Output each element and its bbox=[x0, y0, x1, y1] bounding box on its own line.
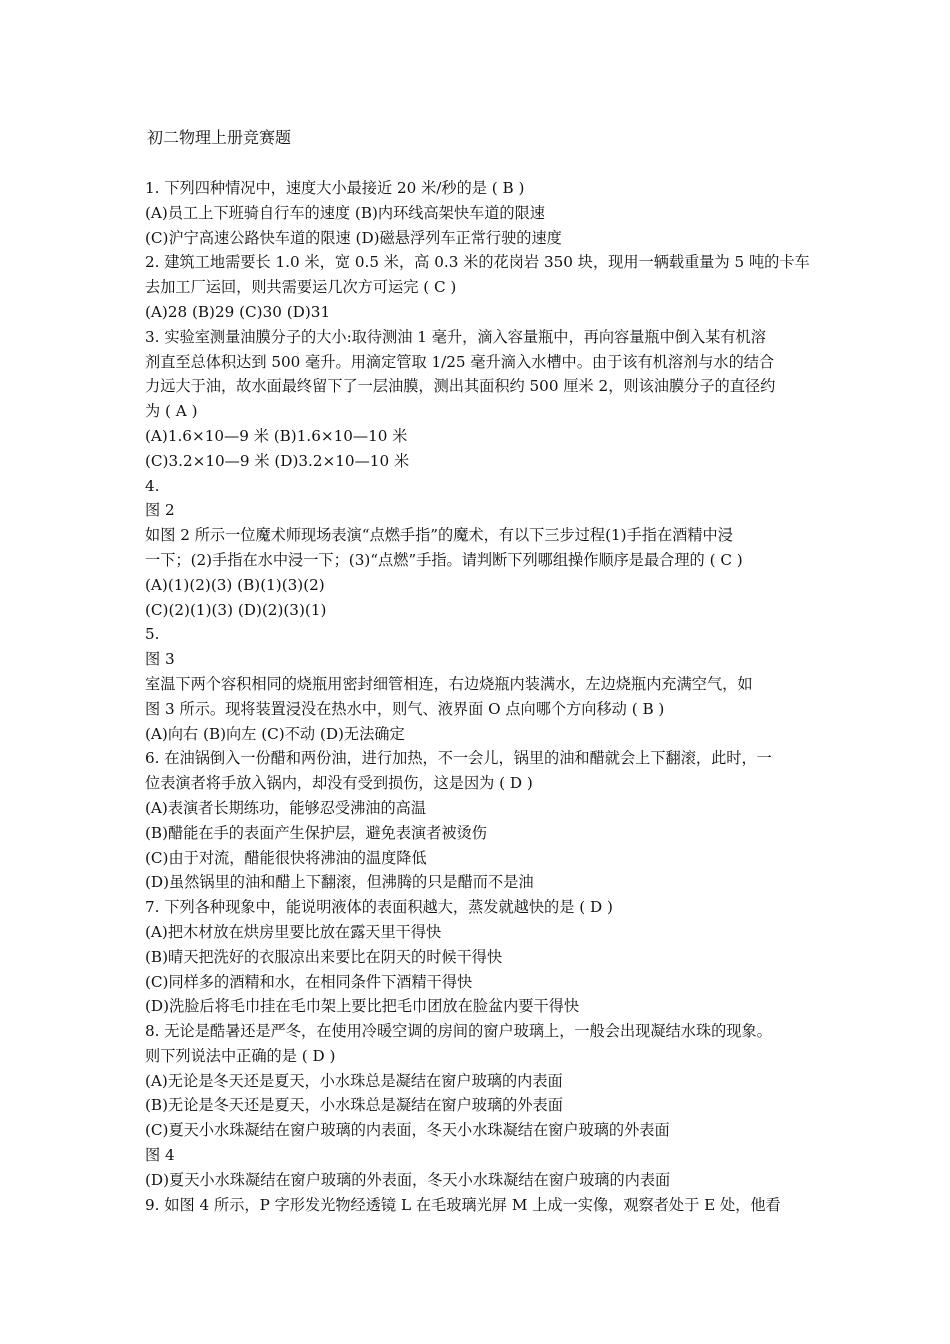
text-line: (C)沪宁高速公路快车道的限速 (D)磁悬浮列车正常行驶的速度 bbox=[145, 228, 562, 247]
text-line: 5. bbox=[145, 625, 160, 644]
text-line: (C)3.2×10—9 米 (D)3.2×10—10 米 bbox=[145, 451, 410, 470]
text-line: 一下；(2)手指在水中浸一下；(3)“点燃”手指。请判断下列哪组操作顺序是最合理的 ( C ) bbox=[145, 550, 743, 569]
text-line: 4. bbox=[145, 476, 160, 495]
text-line: (D)夏天小水珠凝结在窗户玻璃的外表面，冬天小水珠凝结在窗户玻璃的内表面 bbox=[145, 1170, 671, 1189]
text-line: (A)无论是冬天还是夏天，小水珠总是凝结在窗户玻璃的内表面 bbox=[145, 1071, 563, 1090]
text-line: 2. 建筑工地需要长 1.0 米，宽 0.5 米，高 0.3 米的花岗岩 350 块，现用一辆载重量为 5 吨的卡车 bbox=[145, 253, 810, 272]
text-line: 6. 在油锅倒入一份醋和两份油，进行加热，不一会儿，锅里的油和醋就会上下翻滚，此时，一 bbox=[145, 749, 772, 768]
text-line: 去加工厂运回，则共需要运几次方可运完 ( C ) bbox=[145, 278, 457, 297]
text-line: 位表演者将手放入锅内，却没有受到损伤，这是因为 ( D ) bbox=[145, 774, 533, 793]
text-line: 8. 无论是酷暑还是严冬，在使用冷暖空调的房间的窗户玻璃上，一般会出现凝结水珠的现象。 bbox=[145, 1022, 772, 1041]
document-title: 初二物理上册竞赛题 bbox=[147, 128, 292, 147]
text-line: (A)表演者长期练功，能够忍受沸油的高温 bbox=[145, 798, 427, 817]
text-line: 9. 如图 4 所示，P 字形发光物经透镜 L 在毛玻璃光屏 M 上成一实像，观察者处于 E 处，他看 bbox=[145, 1195, 781, 1214]
text-line: (B)晴天把洗好的衣服凉出来要比在阴天的时候干得快 bbox=[145, 947, 503, 966]
text-line: 如图 2 所示一位魔术师现场表演“点燃手指”的魔术，有以下三步过程(1)手指在酒精中浸 bbox=[145, 526, 733, 545]
text-line: 7. 下列各种现象中，能说明液体的表面积越大，蒸发就越快的是 ( D ) bbox=[145, 898, 613, 917]
text-line: (A)(1)(2)(3) (B)(1)(3)(2) bbox=[145, 575, 325, 594]
text-line: (C)(2)(1)(3) (D)(2)(3)(1) bbox=[145, 600, 327, 619]
text-line: 剂直至总体积达到 500 毫升。用滴定管取 1/25 毫升滴入水槽中。由于该有机溶剂与水的结合 bbox=[145, 352, 775, 371]
text-line: 3. 实验室测量油膜分子的大小:取待测油 1 毫升，滴入容量瓶中，再向容量瓶中倒入某有机溶 bbox=[145, 327, 766, 346]
text-line: 室温下两个容积相同的烧瓶用密封细管相连，右边烧瓶内装满水，左边烧瓶内充满空气，如 bbox=[145, 674, 753, 693]
text-line: 则下列说法中正确的是 ( D ) bbox=[145, 1046, 336, 1065]
text-line: (B)醋能在手的表面产生保护层，避免表演者被烫伤 bbox=[145, 823, 487, 842]
text-line: (D)洗脸后将毛巾挂在毛巾架上要比把毛巾团放在脸盆内要干得快 bbox=[145, 997, 580, 1016]
text-line: (A)28 (B)29 (C)30 (D)31 bbox=[145, 302, 331, 321]
text-line: 力远大于油，故水面最终留下了一层油膜，测出其面积约 500 厘米 2，则该油膜分子的直径约 bbox=[145, 377, 776, 396]
text-line: 图 4 bbox=[145, 1146, 175, 1165]
text-line: 为 ( A ) bbox=[145, 402, 198, 421]
document-body bbox=[145, 176, 825, 1217]
text-line: 图 3 所示。现将装置浸没在热水中，则气、液界面 O 点向哪个方向移动 ( B ) bbox=[145, 699, 665, 718]
text-line: (B)无论是冬天还是夏天，小水珠总是凝结在窗户玻璃的外表面 bbox=[145, 1096, 563, 1115]
text-line: 图 2 bbox=[145, 501, 175, 520]
text-line: 1. 下列四种情况中，速度大小最接近 20 米/秒的是 ( B ) bbox=[145, 179, 525, 197]
text-line: 图 3 bbox=[145, 650, 175, 669]
text-line: (A)员工上下班骑自行车的速度 (B)内环线高架快车道的限速 bbox=[145, 203, 545, 222]
text-line: (A)1.6×10—9 米 (B)1.6×10—10 米 bbox=[145, 426, 408, 445]
text-line: (C)同样多的酒精和水，在相同条件下酒精干得快 bbox=[145, 972, 473, 991]
text-line: (C)夏天小水珠凝结在窗户玻璃的内表面，冬天小水珠凝结在窗户玻璃的外表面 bbox=[145, 1121, 670, 1140]
text-line: (C)由于对流，醋能很快将沸油的温度降低 bbox=[145, 848, 427, 867]
text-line: (D)虽然锅里的油和醋上下翻滚，但沸腾的只是醋而不是油 bbox=[145, 873, 534, 892]
text-line: (A)把木材放在烘房里要比放在露天里干得快 bbox=[145, 922, 442, 941]
text-line: (A)向右 (B)向左 (C)不动 (D)无法确定 bbox=[145, 724, 405, 743]
